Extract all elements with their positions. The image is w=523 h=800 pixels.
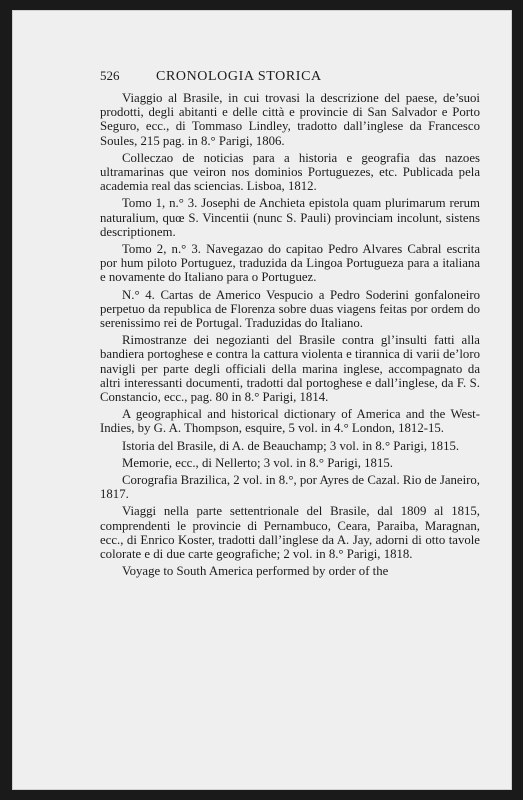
page-number: 526	[100, 68, 120, 83]
bibliography-entry: A geographical and historical dictionary of America and the West-Indies, by G. A. Thompson, esquire, 5 vol. in 4.° London, 1812-15.	[100, 407, 480, 436]
bibliography-entry: Voyage to South America performed by order of the	[122, 564, 389, 579]
bibliography-entry: Viaggio al Brasile, in cui trovasi la descrizione del paese, de’suoi prodotti, degli abitanti e delle città e provincie di San Salvador e Porto Seguro, ecc., di Tommaso Lindley, tradotto dall’inglese da Francesco Soules, 215 pag. in 8.° Parigi, 1806.	[100, 91, 480, 148]
bibliography-entry: Corografia Brazilica, 2 vol. in 8.°, por Ayres de Cazal. Rio de Janeiro, 1817.	[100, 473, 480, 502]
running-title: CRONOLOGIA STORICA	[156, 69, 322, 84]
bibliography-entry: Rimostranze dei negozianti del Brasile contra gl’insulti fatti alla bandiera portoghese e contra la cattura violenta e tirannica di varii de’loro navigli per parte degli officiali della marina inglese, accompagnato da altri interessanti documenti, tradotti dal portoghese e dall’inglese, da F. S. Constancio, ecc., pag. 80 in 8.° Parigi, 1814.	[100, 333, 480, 405]
bibliography-entry: N.° 4. Cartas de Americo Vespucio a Pedro Soderini gonfaloneiro perpetuo da republica de Florenza sobre duas viagens feitas por ordem do serenissimo rei de Portugal. Traduzidas do Italiano.	[100, 287, 480, 331]
bibliography-entry: Istoria del Brasile, di A. de Beauchamp; 3 vol. in 8.° Parigi, 1815.	[122, 438, 460, 453]
bibliography-entry: Tomo 2, n.° 3. Navegazao do capitao Pedro Alvares Cabral escrita por hum piloto Portuguez, traduzida da Lingoa Portugueza para a italiana e novamente do Italiano para o Portuguez.	[100, 242, 480, 285]
page-header	[100, 68, 480, 85]
bibliography-entry: Colleczao de noticias para a historia e geografia das nazoes ultramarinas que veiron nos dominios Portuguezes, etc. Publicada pela academia real das sciencias. Lisboa, 1812.	[100, 150, 480, 194]
bibliography-entry: Tomo 1, n.° 3. Josephi de Anchieta epistola quam plurimarum rerum naturalium, quœ S. Vincentii (nunc S. Pauli) provinciam incolunt, sistens descriptionem.	[100, 196, 480, 239]
page-content	[100, 68, 480, 582]
book-page	[12, 10, 512, 790]
bibliography-entry: Viaggi nella parte settentrionale del Brasile, dal 1809 al 1815, comprendenti le provincie di Pernambuco, Ceara, Paraiba, Maragnan, ecc., di Enrico Koster, tradotti dall’inglese da A. Jay, adorni di otto tavole colorate e di due carte geografiche; 2 vol. in 8.° Parigi, 1818.	[100, 504, 480, 562]
bibliography-entry: Memorie, ecc., di Nellerto; 3 vol. in 8.° Parigi, 1815.	[122, 455, 393, 470]
